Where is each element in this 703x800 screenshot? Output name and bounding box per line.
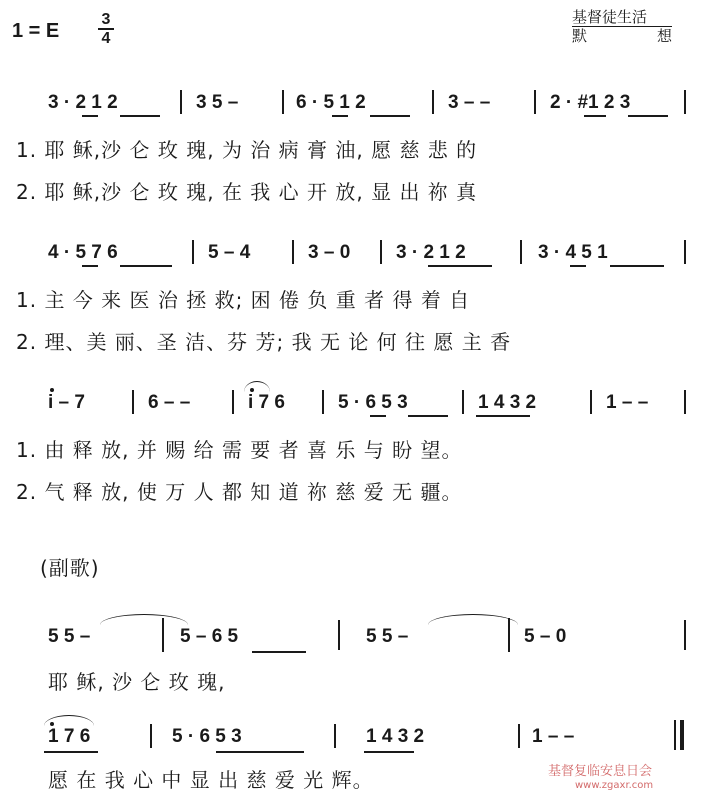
chorus-measure-3: 5 5 –: [366, 626, 409, 647]
system-2-verse-2: 2. 理、美 丽、圣 洁、芬 芳; 我 无 论 何 往 愿 主 香: [16, 330, 512, 354]
chorus-measure-6: 5 · 6 5 3: [172, 726, 242, 747]
measure-3-1: i – 7: [48, 392, 85, 413]
system-1-verse-1: 1. 耶 稣,沙 仑 玫 瑰, 为 治 病 膏 油, 愿 慈 悲 的: [16, 138, 478, 162]
source-word-2: 想: [656, 27, 672, 45]
measure-3-5: 1 4 3 2: [478, 392, 537, 413]
measure-2-1: 4 · 5 7 6: [48, 242, 118, 263]
measure-2-2: 5 – 4: [208, 242, 251, 263]
measure-1-2: 3 5 –: [196, 92, 239, 113]
chorus-line-1-lyrics: 耶 稣, 沙 仑 玫 瑰,: [48, 670, 226, 694]
measure-1-3: 6 · 5 1 2: [296, 92, 366, 113]
chorus-measure-1: 5 5 –: [48, 626, 91, 647]
time-signature: [96, 12, 116, 46]
chorus-line-2-lyrics: 愿 在 我 心 中 显 出 慈 爱 光 辉。: [48, 768, 374, 792]
chorus-measure-7: 1 4 3 2: [366, 726, 425, 747]
measure-1-1: 3 · 2 1 2: [48, 92, 118, 113]
measure-2-5: 3 · 4 5 1: [538, 242, 608, 263]
measure-2-3: 3 – 0: [308, 242, 351, 263]
measure-3-4: 5 · 6 5 3: [338, 392, 408, 413]
system-2-verse-1: 1. 主 今 来 医 治 拯 救; 困 倦 负 重 者 得 着 自: [16, 288, 471, 312]
watermark-text: 基督复临安息日会: [548, 764, 653, 779]
chorus-measure-5: 1 7 6: [48, 726, 91, 747]
chorus-label: (副歌): [40, 556, 100, 580]
measure-3-3: i 7 6: [248, 392, 285, 413]
system-1-verse-2: 2. 耶 稣,沙 仑 玫 瑰, 在 我 心 开 放, 显 出 祢 真: [16, 180, 478, 204]
measure-1-5: 2 · #1 2 3: [550, 92, 631, 113]
chorus-measure-4: 5 – 0: [524, 626, 567, 647]
chorus-measure-8: 1 – –: [532, 726, 575, 747]
measure-2-4: 3 · 2 1 2: [396, 242, 466, 263]
system-3-verse-1: 1. 由 释 放, 并 赐 给 需 要 者 喜 乐 与 盼 望。: [16, 438, 463, 462]
key-signature: 1 = E: [12, 20, 60, 42]
source-word-1: 默: [572, 27, 588, 45]
source-credit: [572, 8, 672, 45]
time-signature-bottom: 4: [101, 30, 111, 47]
measure-1-4: 3 – –: [448, 92, 491, 113]
time-signature-top: 3: [101, 11, 111, 28]
watermark-url: www.zgaxr.com: [575, 780, 654, 791]
measure-3-6: 1 – –: [606, 392, 649, 413]
system-3-verse-2: 2. 气 释 放, 使 万 人 都 知 道 祢 慈 爱 无 疆。: [16, 480, 463, 504]
chorus-measure-2: 5 – 6 5: [180, 626, 239, 647]
measure-3-2: 6 – –: [148, 392, 191, 413]
source-title: 基督徒生活: [572, 8, 672, 27]
